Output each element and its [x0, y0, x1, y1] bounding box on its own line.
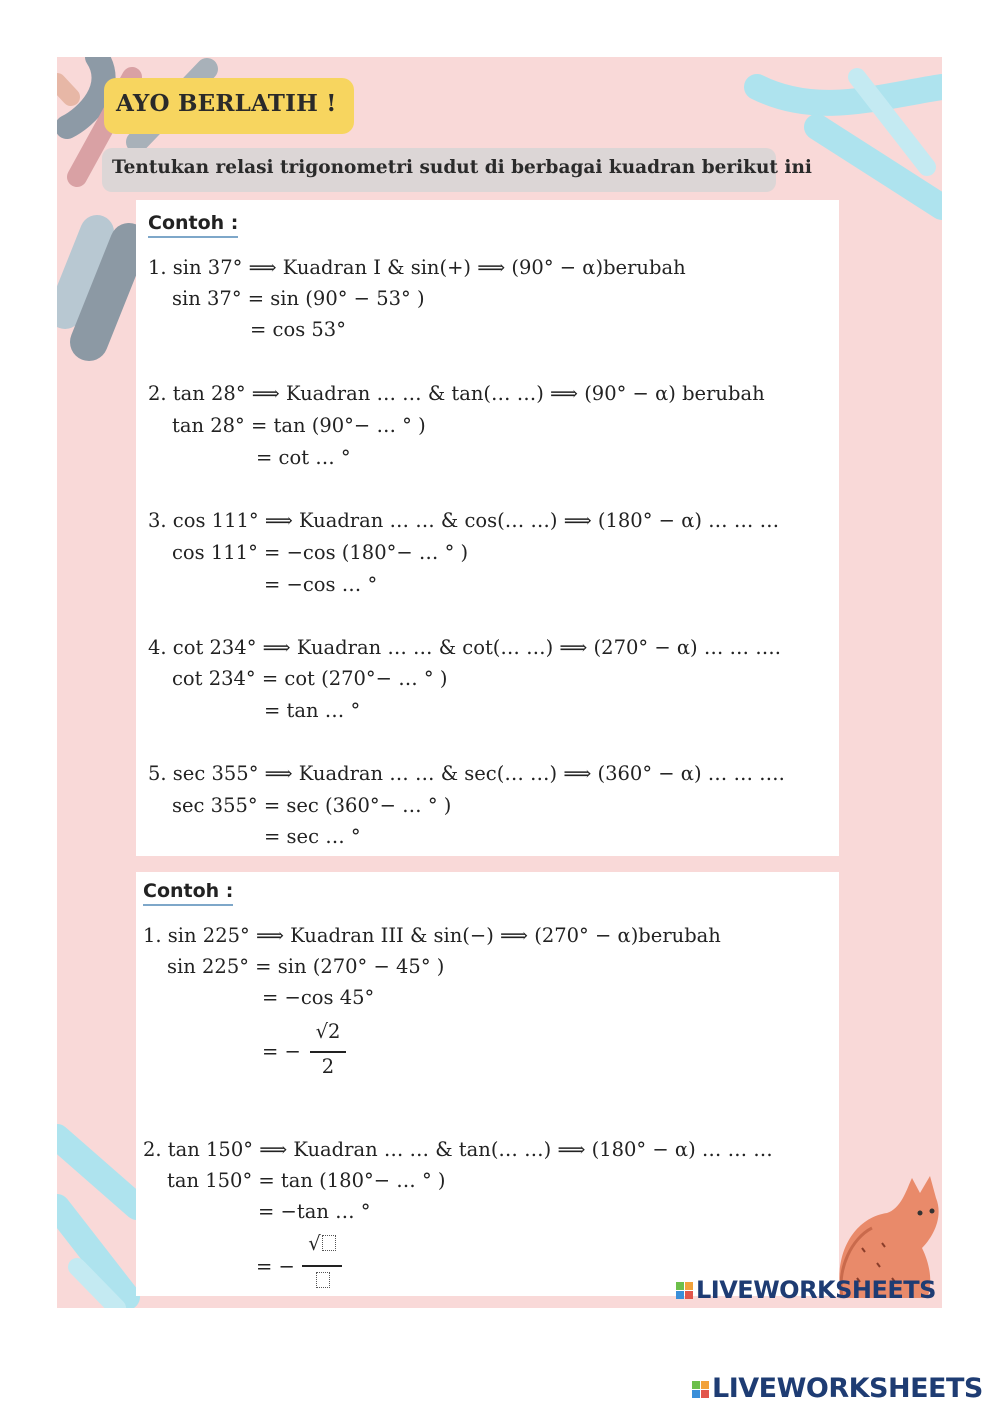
fraction-denominator: 2: [321, 1055, 335, 1078]
fraction-answer-blank[interactable]: [302, 1232, 338, 1292]
page-title: AYO BERLATIH !: [116, 90, 337, 117]
card2-heading: Contoh :: [143, 880, 233, 902]
card2-line-6: tan 150° = tan (180°− … ° ): [167, 1169, 446, 1192]
card1-line-10: 4. cot 234° ⟹ Kuadran … … & cot(… …) ⟹ (270° − α) … … ….: [148, 636, 781, 659]
card2-line-2: sin 225° = sin (270° − 45° ): [167, 955, 445, 978]
card2-line-5: 2. tan 150° ⟹ Kuadran … … & tan(… …) ⟹ (180° − α) … … …: [143, 1138, 773, 1161]
liveworksheets-logo-icon: [692, 1381, 710, 1399]
card1-heading: Contoh :: [148, 212, 238, 234]
card1-line-7: 3. cos 111° ⟹ Kuadran … … & cos(… …) ⟹ (180° − α) … … …: [148, 509, 780, 532]
fraction-numerator: √2: [315, 1020, 341, 1043]
card1-line-4: 2. tan 28° ⟹ Kuadran … … & tan(… …) ⟹ (90° − α) berubah: [148, 382, 765, 405]
card2-line-3: = −cos 45°: [262, 986, 375, 1009]
card2-line-4: = −: [262, 1040, 301, 1063]
answer-box-denominator[interactable]: [316, 1272, 330, 1288]
fraction-sqrt2-over-2: [310, 1020, 346, 1080]
card1-line-14: sec 355° = sec (360°− … ° ): [172, 794, 452, 817]
card1-line-9: = −cos … °: [264, 573, 378, 596]
card2-line-8: = −: [256, 1255, 295, 1278]
card2-line-1: 1. sin 225° ⟹ Kuadran III & sin(−) ⟹ (270° − α)berubah: [143, 924, 721, 947]
card1-line-12: = tan … °: [264, 699, 361, 722]
card1-line-6: = cot … °: [256, 446, 351, 469]
answer-box-numerator[interactable]: [322, 1235, 336, 1251]
card1-line-2: sin 37° = sin (90° − 53° ): [172, 287, 425, 310]
card1-line-15: = sec … °: [264, 825, 361, 848]
card1-line-13: 5. sec 355° ⟹ Kuadran … … & sec(… …) ⟹ (360° − α) … … ….: [148, 762, 785, 785]
watermark-logo-inner: LIVEWORKSHEETS: [676, 1276, 936, 1304]
card1-line-1: 1. sin 37° ⟹ Kuadran I & sin(+) ⟹ (90° − α)berubah: [148, 256, 686, 279]
watermark-logo-outer: LIVEWORKSHEETS: [692, 1373, 983, 1404]
fraction-denominator-blank[interactable]: [302, 1269, 342, 1292]
card2-line-7: = −tan … °: [258, 1200, 371, 1223]
card1-line-8: cos 111° = −cos (180°− … ° ): [172, 541, 469, 564]
card1-line-5: tan 28° = tan (90°− … ° ): [172, 414, 426, 437]
card1-line-3: = cos 53°: [250, 318, 346, 341]
card1-line-11: cot 234° = cot (270°− … ° ): [172, 667, 448, 690]
instruction-text: Tentukan relasi trigonometri sudut di berbagai kuadran berikut ini: [112, 157, 812, 178]
fraction-numerator-blank[interactable]: √: [302, 1232, 342, 1255]
liveworksheets-logo-icon: [676, 1282, 694, 1300]
